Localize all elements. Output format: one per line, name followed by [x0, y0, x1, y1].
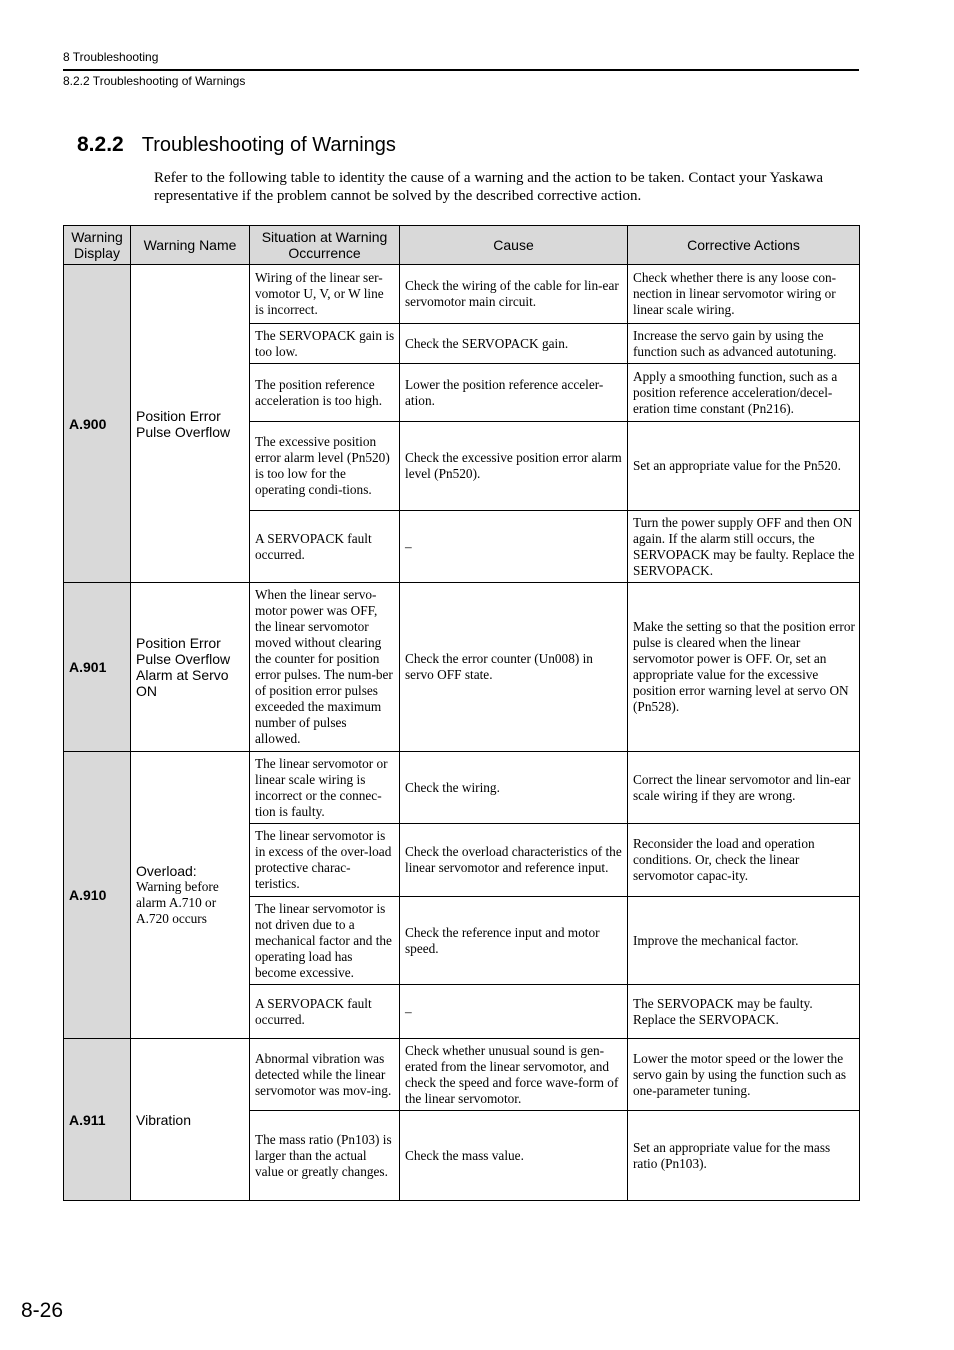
cell-cause: Check the error counter (Un008) in servo OFF state. — [400, 583, 628, 752]
cell-situation: A SERVOPACK fault occurred. — [250, 511, 400, 583]
cell-action: Correct the linear servomotor and lin-ear scale wiring if they are wrong. — [628, 752, 860, 824]
col-header-display: Warning Display — [64, 226, 131, 265]
warning-code: A.900 — [64, 265, 131, 583]
header-rule — [63, 69, 859, 71]
cell-cause: Check the mass value. — [400, 1111, 628, 1201]
cell-situation: The excessive position error alarm level (Pn520) is too low for the operating condi-tions. — [250, 422, 400, 511]
cell-cause: Lower the position reference acceler-ation. — [400, 364, 628, 422]
cell-action: Make the setting so that the position error pulse is cleared when the linear servomotor power is OFF. Or, set an appropriate value for the excessive position error warning level at servo ON (Pn528). — [628, 583, 860, 752]
cell-situation: Wiring of the linear ser-vomotor U, V, or W line is incorrect. — [250, 265, 400, 324]
cell-action: The SERVOPACK may be faulty. Replace the SERVOPACK. — [628, 985, 860, 1039]
cell-action: Apply a smoothing function, such as a position reference acceleration/decel-eration time constant (Pn216). — [628, 364, 860, 422]
cell-situation: The position reference acceleration is too high. — [250, 364, 400, 422]
cell-cause: Check the overload characteristics of the linear servomotor and reference input. — [400, 824, 628, 897]
warning-code: A.901 — [64, 583, 131, 752]
cell-action: Set an appropriate value for the Pn520. — [628, 422, 860, 511]
cell-action: Check whether there is any loose con-nection in linear servomotor wiring or linear scale wiring. — [628, 265, 860, 324]
cell-situation: The linear servomotor is in excess of the over-load protective charac-teristics. — [250, 824, 400, 897]
section-header: 8.2.2 Troubleshooting of Warnings — [63, 74, 246, 88]
table-row — [64, 752, 860, 824]
warning-name-cell — [131, 265, 250, 583]
cell-situation: Abnormal vibration was detected while the linear servomotor was mov-ing. — [250, 1039, 400, 1111]
col-header-cause: Cause — [400, 226, 628, 265]
section-number: 8.2.2 — [77, 133, 124, 156]
warning-code: A.910 — [64, 752, 131, 1039]
cell-action: Set an appropriate value for the mass ratio (Pn103). — [628, 1111, 860, 1201]
table-row — [64, 265, 860, 324]
cell-cause: Check the reference input and motor speed. — [400, 897, 628, 985]
warnings-table — [63, 225, 860, 1201]
warning-name-detail: Warning before alarm A.710 or A.720 occurs — [136, 879, 219, 926]
warning-name: Overload: — [136, 863, 197, 879]
chapter-header: 8 Troubleshooting — [63, 50, 159, 64]
col-header-name: Warning Name — [131, 226, 250, 265]
col-header-action: Corrective Actions — [628, 226, 860, 265]
table-header-row — [64, 226, 860, 265]
cell-action: Turn the power supply OFF and then ON again. If the alarm still occurs, the SERVOPACK may be faulty. Replace the SERVOPACK. — [628, 511, 860, 583]
cell-cause: – — [400, 511, 628, 583]
table-row — [64, 1039, 860, 1111]
warning-name: Position Error Pulse Overflow Alarm at Servo ON — [136, 635, 231, 699]
cell-action: Lower the motor speed or the lower the servo gain by using the function such as one-parameter tuning. — [628, 1039, 860, 1111]
section-heading — [77, 133, 396, 157]
warning-name: Vibration — [136, 1111, 192, 1128]
warning-name: Position Error Pulse Overflow — [136, 407, 231, 440]
cell-action: Reconsider the load and operation conditions. Or, check the linear servomotor capac-ity. — [628, 824, 860, 897]
warning-name-cell — [131, 1039, 250, 1201]
cell-cause: Check the SERVOPACK gain. — [400, 324, 628, 364]
table-body — [64, 265, 860, 1201]
cell-action: Improve the mechanical factor. — [628, 897, 860, 985]
warning-name-cell — [131, 752, 250, 1039]
cell-situation: The linear servomotor or linear scale wiring is incorrect or the connec-tion is faulty. — [250, 752, 400, 824]
cell-action: Increase the servo gain by using the function such as advanced autotuning. — [628, 324, 860, 364]
table-row — [64, 583, 860, 752]
warning-name-cell — [131, 583, 250, 752]
col-header-situation: Situation at Warning Occurrence — [250, 226, 400, 265]
intro-paragraph: Refer to the following table to identity the cause of a warning and the action to be taken. Contact your Yaskawa representative if the problem cannot be solved by the described corrective action. — [154, 170, 823, 204]
cell-situation: When the linear servo-motor power was OFF, the linear servomotor moved without clearing the counter for position error pulses. The num-ber of position error pulses exceeded the maximum number of pulses allowed. — [250, 583, 400, 752]
warning-code: A.911 — [64, 1039, 131, 1201]
cell-cause: Check the wiring of the cable for lin-ear servomotor main circuit. — [400, 265, 628, 324]
cell-cause: Check whether unusual sound is gen-erated from the linear servomotor, and check the speed and force wave-form of the linear servomotor. — [400, 1039, 628, 1111]
cell-situation: The SERVOPACK gain is too low. — [250, 324, 400, 364]
cell-situation: The linear servomotor is not driven due to a mechanical factor and the operating load has become excessive. — [250, 897, 400, 985]
cell-situation: The mass ratio (Pn103) is larger than the actual value or greatly changes. — [250, 1111, 400, 1201]
cell-cause: Check the wiring. — [400, 752, 628, 824]
cell-situation: A SERVOPACK fault occurred. — [250, 985, 400, 1039]
cell-cause: Check the excessive position error alarm level (Pn520). — [400, 422, 628, 511]
cell-cause: – — [400, 985, 628, 1039]
section-title: Troubleshooting of Warnings — [141, 134, 396, 156]
page-number: 8-26 — [21, 1299, 64, 1322]
